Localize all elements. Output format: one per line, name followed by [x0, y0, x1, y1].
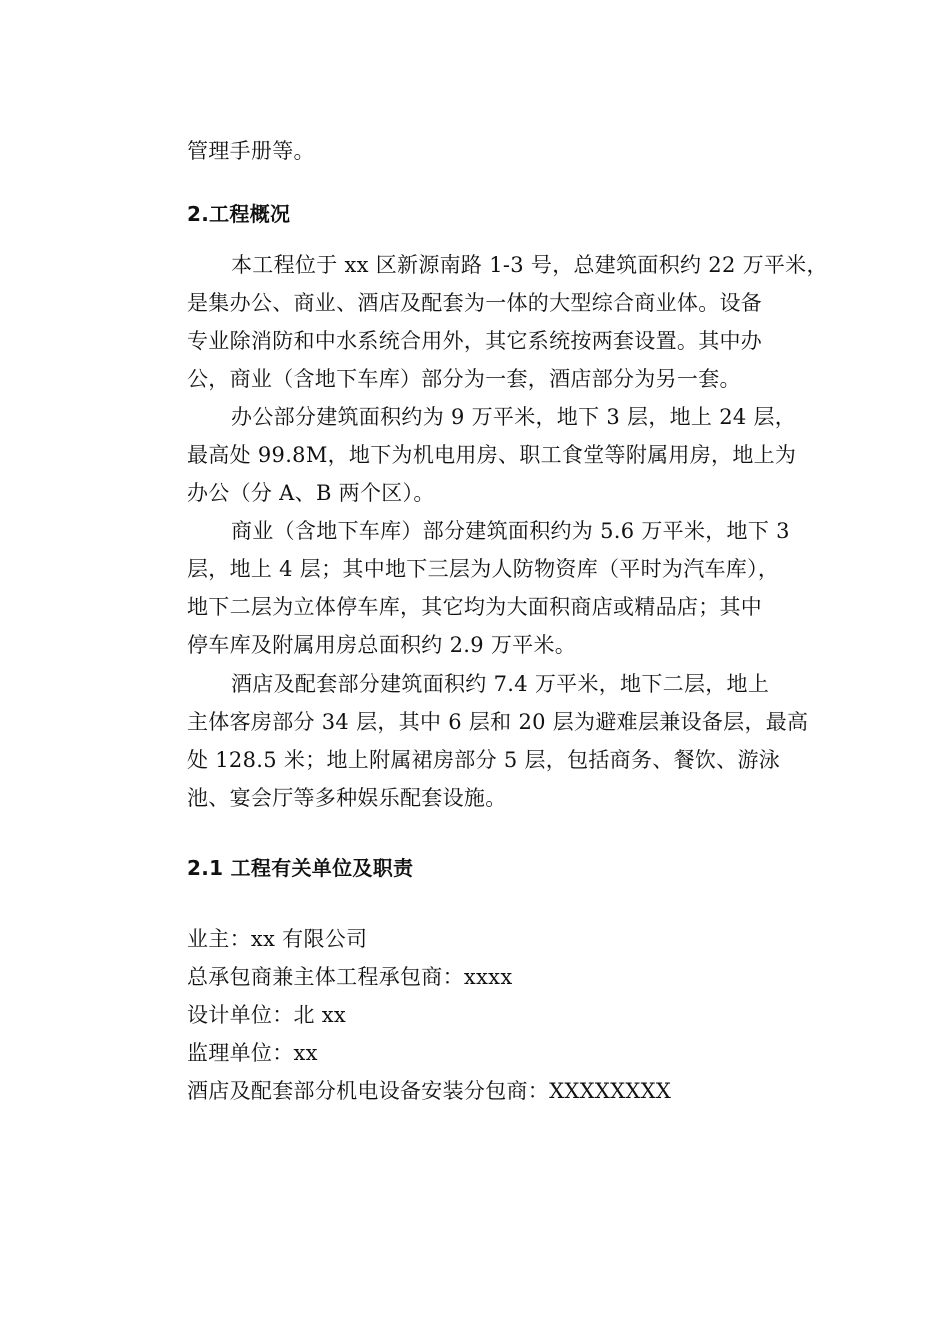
paragraph-line: 办公（分 A、B 两个区）。: [187, 481, 435, 505]
paragraph-line: 公，商业（含地下车库）部分为一套，酒店部分为另一套。: [187, 367, 741, 391]
section-2-heading: 2.工程概况: [187, 202, 291, 226]
paragraph-line: 办公部分建筑面积约为 9 万平米，地下 3 层，地上 24 层，: [231, 405, 797, 429]
paragraph-line: 处 128.5 米；地上附属裙房部分 5 层，包括商务、餐饮、游泳: [187, 748, 781, 772]
paragraph-line: 池、宴会厅等多种娱乐配套设施。: [187, 786, 507, 810]
paragraph-line: 主体客房部分 34 层，其中 6 层和 20 层为避难层兼设备层，最高: [187, 710, 809, 734]
paragraph-line: 商业（含地下车库）部分建筑面积约为 5.6 万平米，地下 3: [231, 519, 790, 543]
section-2-1-heading: 2.1 工程有关单位及职责: [187, 856, 414, 880]
paragraph-line: 层，地上 4 层；其中地下三层为人防物资库（平时为汽车库），: [187, 557, 780, 581]
entry-supervision-unit: 监理单位：xx: [187, 1041, 318, 1065]
paragraph-line: 是集办公、商业、酒店及配套为一体的大型综合商业体。设备: [187, 291, 763, 315]
intro-tail-text: 管理手册等。: [187, 139, 315, 163]
paragraph-line: 专业除消防和中水系统合用外，其它系统按两套设置。其中办: [187, 329, 763, 353]
paragraph-line: 停车库及附属用房总面积约 2.9 万平米。: [187, 633, 577, 657]
paragraph-line: 最高处 99.8M，地下为机电用房、职工食堂等附属用房，地上为: [187, 443, 797, 467]
paragraph-line: 酒店及配套部分建筑面积约 7.4 万平米，地下二层，地上: [231, 672, 770, 696]
paragraph-line: 地下二层为立体停车库，其它均为大面积商店或精品店；其中: [187, 595, 763, 619]
entry-mep-subcontractor: 酒店及配套部分机电设备安装分包商：XXXXXXXX: [187, 1079, 672, 1103]
entry-owner: 业主：xx 有限公司: [187, 927, 368, 951]
entry-general-contractor: 总承包商兼主体工程承包商：xxxx: [187, 965, 513, 989]
entry-design-unit: 设计单位：北 xx: [187, 1003, 347, 1027]
paragraph-line: 本工程位于 xx 区新源南路 1-3 号，总建筑面积约 22 万平米，: [231, 253, 828, 277]
